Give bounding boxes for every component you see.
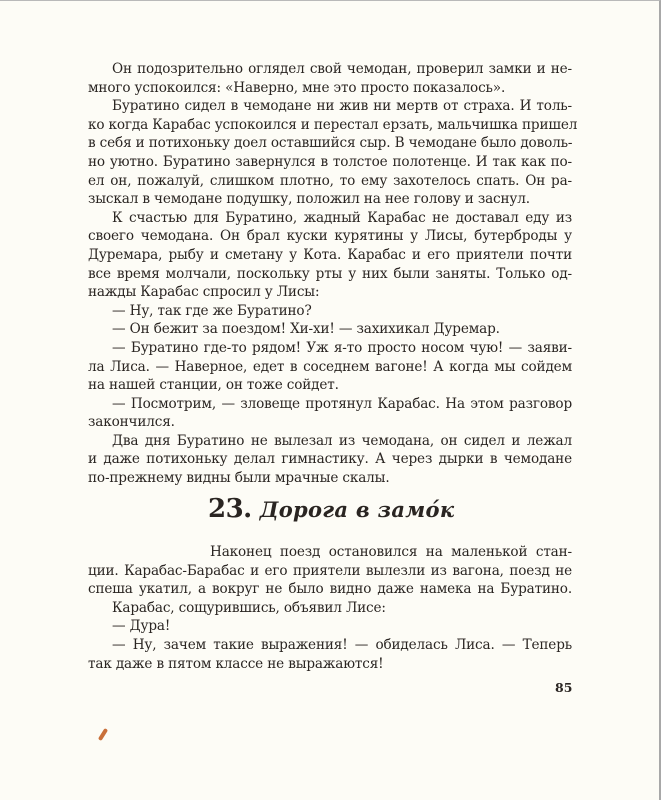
text-line: нажды Карабас спросил у Лисы: bbox=[88, 284, 320, 301]
text-line: и даже потихоньку делал гимнастику. А через дырки в чемодане bbox=[88, 451, 572, 468]
text-line: Дуремара, рыбу и сметану у Кота. Карабас и его приятели почти bbox=[88, 246, 572, 263]
text-line: по-прежнему видны были мрачные скалы. bbox=[88, 470, 390, 487]
text-line: но уютно. Буратино завернулся в толстое полотенце. И так как по- bbox=[88, 153, 572, 170]
pencil-mark bbox=[98, 728, 108, 741]
text-line: спеша укатил, а вокруг не было видно даже намека на Буратино. bbox=[88, 581, 572, 598]
text-line: ел он, пожалуй, слишком плотно, то ему захотелось спать. Он ра- bbox=[88, 172, 572, 189]
text-line: ции. Карабас-Барабас и его приятели вылезли из вагона, поезд не bbox=[88, 562, 572, 579]
text-line: на нашей станции, он тоже сойдет. bbox=[88, 377, 339, 394]
text-line: Два дня Буратино не вылезал из чемодана, он сидел и лежал bbox=[112, 432, 572, 449]
text-line: Наконец поезд остановился на маленькой стан- bbox=[210, 544, 572, 560]
text-line: — Он бежит за поездом! Хи-хи! — захихикал Дуремар. bbox=[112, 321, 500, 338]
text-line: так даже в пятом классе не выражаются! bbox=[88, 655, 384, 672]
text-line: закончился. bbox=[88, 414, 175, 431]
text-line: много успокоился: «Наверно, мне это просто показалось». bbox=[88, 79, 506, 96]
text-line: ко когда Карабас успокоился и перестал ерзать, мальчишка пришел bbox=[88, 116, 578, 133]
text-section-2 bbox=[88, 543, 572, 673]
text-line: своего чемодана. Он брал куски курятины у Лисы, бутерброды у bbox=[88, 228, 572, 245]
text-line: К счастью для Буратино, жадный Карабас не доставал еду из bbox=[112, 209, 572, 226]
text-line: — Ну, так где же Буратино? bbox=[112, 302, 312, 319]
text-line: ла Лиса. — Наверное, едет в соседнем вагоне! А когда мы сойдем bbox=[88, 358, 572, 375]
text-section-1 bbox=[88, 60, 578, 488]
text-line: Буратино сидел в чемодане ни жив ни мертв от страха. И толь- bbox=[112, 98, 572, 115]
text-line: — Посмотрим, — зловеще протянул Карабас. На этом разговор bbox=[112, 395, 572, 412]
text-line: в себя и потихоньку доел оставшийся сыр. В чемодане было доволь- bbox=[88, 135, 573, 152]
text-line: Карабас, сощурившись, объявил Лисе: bbox=[112, 599, 386, 616]
text-line: зыскал в чемодане подушку, положил на нее голову и заснул. bbox=[88, 191, 530, 208]
text-line: — Буратино где-то рядом! Уж я-то просто носом чую! — заяви- bbox=[112, 339, 572, 356]
text-line: — Дура! bbox=[112, 618, 171, 635]
text-line: Он подозрительно оглядел свой чемодан, проверил замки и не- bbox=[112, 61, 572, 77]
chapter-heading bbox=[208, 494, 454, 524]
chapter-title: Дорога в замо́к bbox=[259, 497, 455, 522]
text-line: все время молчали, поскольку рты у них были заняты. Только од- bbox=[88, 265, 572, 282]
page-number: 85 bbox=[555, 680, 573, 695]
text-line: — Ну, зачем такие выражения! — обиделась Лиса. — Теперь bbox=[112, 636, 572, 653]
chapter-number: 23. bbox=[208, 494, 252, 524]
